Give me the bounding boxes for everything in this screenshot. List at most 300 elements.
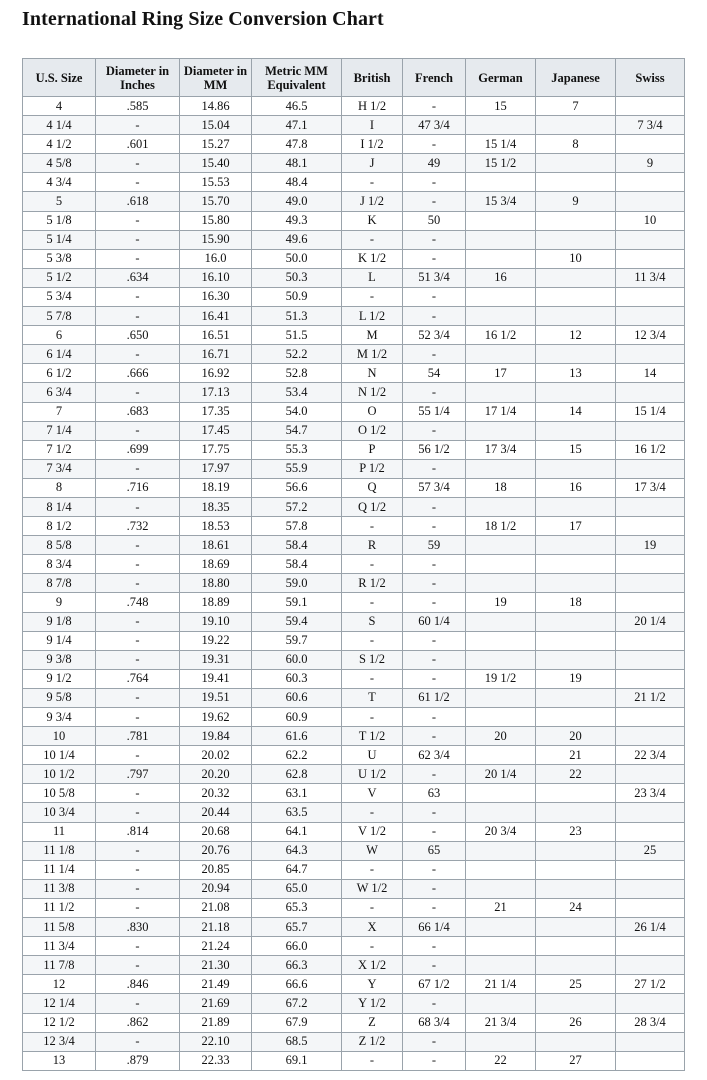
metric-mm-cell: 54.7 (252, 421, 342, 440)
german-cell: 15 1/4 (466, 135, 536, 154)
us-size-cell: 4 1/2 (23, 135, 96, 154)
table-row (23, 97, 685, 116)
french-cell: 57 3/4 (403, 478, 466, 497)
japanese-cell (536, 268, 616, 287)
swiss-cell (616, 879, 685, 898)
table-row (23, 440, 685, 459)
metric-mm-cell: 58.4 (252, 555, 342, 574)
french-cell: - (403, 249, 466, 268)
german-cell: 18 (466, 478, 536, 497)
german-cell (466, 994, 536, 1013)
table-row (23, 307, 685, 326)
diameter-inches-cell: - (96, 898, 180, 917)
swiss-cell (616, 898, 685, 917)
table-body (23, 97, 685, 1071)
us-size-cell: 6 (23, 326, 96, 345)
german-cell (466, 631, 536, 650)
table-row (23, 1032, 685, 1051)
diameter-mm-cell: 16.10 (180, 268, 252, 287)
german-cell (466, 249, 536, 268)
japanese-cell (536, 803, 616, 822)
french-cell: - (403, 421, 466, 440)
japanese-cell (536, 345, 616, 364)
german-cell: 19 (466, 593, 536, 612)
table-row (23, 459, 685, 478)
german-cell: 21 (466, 898, 536, 917)
japanese-cell (536, 918, 616, 937)
british-cell: T 1/2 (342, 727, 403, 746)
japanese-cell (536, 879, 616, 898)
us-size-cell: 8 5/8 (23, 536, 96, 555)
metric-mm-cell: 51.3 (252, 307, 342, 326)
french-cell: - (403, 135, 466, 154)
french-cell: 56 1/2 (403, 440, 466, 459)
japanese-cell (536, 994, 616, 1013)
japanese-cell: 15 (536, 440, 616, 459)
us-size-cell: 7 1/4 (23, 421, 96, 440)
us-size-cell: 9 5/8 (23, 688, 96, 707)
table-row (23, 173, 685, 192)
japanese-cell (536, 536, 616, 555)
diameter-mm-cell: 17.13 (180, 383, 252, 402)
us-size-cell: 6 3/4 (23, 383, 96, 402)
japanese-cell (536, 287, 616, 306)
diameter-mm-cell: 21.89 (180, 1013, 252, 1032)
british-cell: R (342, 536, 403, 555)
japanese-cell: 9 (536, 192, 616, 211)
german-cell (466, 1032, 536, 1051)
german-cell: 17 (466, 364, 536, 383)
us-size-cell: 5 1/4 (23, 230, 96, 249)
swiss-cell (616, 669, 685, 688)
diameter-inches-cell: - (96, 803, 180, 822)
british-cell: - (342, 555, 403, 574)
british-cell: K 1/2 (342, 249, 403, 268)
us-size-cell: 6 1/2 (23, 364, 96, 383)
german-cell (466, 383, 536, 402)
british-cell: V (342, 784, 403, 803)
us-size-cell: 11 (23, 822, 96, 841)
swiss-cell: 16 1/2 (616, 440, 685, 459)
table-row (23, 956, 685, 975)
diameter-inches-cell: - (96, 784, 180, 803)
diameter-inches-cell: - (96, 116, 180, 135)
diameter-mm-cell: 18.61 (180, 536, 252, 555)
us-size-cell: 9 1/2 (23, 669, 96, 688)
swiss-cell (616, 97, 685, 116)
ring-size-table (22, 58, 685, 1071)
swiss-cell (616, 517, 685, 536)
french-cell: 47 3/4 (403, 116, 466, 135)
french-cell: - (403, 860, 466, 879)
metric-mm-cell: 47.8 (252, 135, 342, 154)
swiss-cell: 17 3/4 (616, 478, 685, 497)
diameter-inches-cell: - (96, 173, 180, 192)
diameter-inches-cell: - (96, 383, 180, 402)
table-row (23, 631, 685, 650)
diameter-mm-cell: 20.76 (180, 841, 252, 860)
us-size-cell: 7 (23, 402, 96, 421)
table-row (23, 211, 685, 230)
metric-mm-cell: 55.3 (252, 440, 342, 459)
french-cell: 50 (403, 211, 466, 230)
diameter-mm-cell: 15.53 (180, 173, 252, 192)
us-size-cell: 10 3/4 (23, 803, 96, 822)
french-cell: 54 (403, 364, 466, 383)
diameter-mm-cell: 16.71 (180, 345, 252, 364)
japanese-cell (536, 574, 616, 593)
japanese-cell: 16 (536, 478, 616, 497)
german-cell (466, 918, 536, 937)
table-row (23, 898, 685, 917)
metric-mm-cell: 59.7 (252, 631, 342, 650)
table-row (23, 822, 685, 841)
header-swiss: Swiss (616, 59, 685, 97)
diameter-mm-cell: 21.24 (180, 937, 252, 956)
diameter-mm-cell: 18.53 (180, 517, 252, 536)
japanese-cell (536, 421, 616, 440)
british-cell: Z 1/2 (342, 1032, 403, 1051)
diameter-inches-cell: - (96, 860, 180, 879)
british-cell: Z (342, 1013, 403, 1032)
diameter-inches-cell: .879 (96, 1051, 180, 1070)
us-size-cell: 10 (23, 727, 96, 746)
swiss-cell (616, 994, 685, 1013)
british-cell: J 1/2 (342, 192, 403, 211)
table-row (23, 192, 685, 211)
french-cell: - (403, 994, 466, 1013)
diameter-inches-cell: .764 (96, 669, 180, 688)
german-cell (466, 497, 536, 516)
french-cell: - (403, 459, 466, 478)
metric-mm-cell: 55.9 (252, 459, 342, 478)
us-size-cell: 5 1/8 (23, 211, 96, 230)
british-cell: L 1/2 (342, 307, 403, 326)
japanese-cell: 24 (536, 898, 616, 917)
french-cell: - (403, 497, 466, 516)
diameter-inches-cell: - (96, 536, 180, 555)
metric-mm-cell: 59.1 (252, 593, 342, 612)
swiss-cell (616, 1051, 685, 1070)
french-cell: 49 (403, 154, 466, 173)
diameter-inches-cell: - (96, 956, 180, 975)
metric-mm-cell: 65.3 (252, 898, 342, 917)
japanese-cell (536, 497, 616, 516)
french-cell: - (403, 898, 466, 917)
diameter-inches-cell: - (96, 249, 180, 268)
us-size-cell: 7 1/2 (23, 440, 96, 459)
swiss-cell: 26 1/4 (616, 918, 685, 937)
diameter-mm-cell: 19.84 (180, 727, 252, 746)
diameter-mm-cell: 14.86 (180, 97, 252, 116)
table-row (23, 555, 685, 574)
metric-mm-cell: 65.7 (252, 918, 342, 937)
metric-mm-cell: 48.1 (252, 154, 342, 173)
british-cell: K (342, 211, 403, 230)
swiss-cell (616, 459, 685, 478)
diameter-mm-cell: 22.10 (180, 1032, 252, 1051)
british-cell: - (342, 631, 403, 650)
diameter-inches-cell: .797 (96, 765, 180, 784)
table-row (23, 593, 685, 612)
japanese-cell: 10 (536, 249, 616, 268)
swiss-cell: 25 (616, 841, 685, 860)
diameter-mm-cell: 19.41 (180, 669, 252, 688)
swiss-cell: 14 (616, 364, 685, 383)
french-cell: - (403, 1051, 466, 1070)
german-cell (466, 574, 536, 593)
metric-mm-cell: 57.8 (252, 517, 342, 536)
swiss-cell (616, 497, 685, 516)
british-cell: W 1/2 (342, 879, 403, 898)
swiss-cell (616, 574, 685, 593)
diameter-mm-cell: 18.19 (180, 478, 252, 497)
french-cell: - (403, 727, 466, 746)
diameter-inches-cell: .814 (96, 822, 180, 841)
metric-mm-cell: 52.8 (252, 364, 342, 383)
table-row (23, 364, 685, 383)
british-cell: R 1/2 (342, 574, 403, 593)
us-size-cell: 6 1/4 (23, 345, 96, 364)
british-cell: Q 1/2 (342, 497, 403, 516)
german-cell (466, 459, 536, 478)
swiss-cell: 28 3/4 (616, 1013, 685, 1032)
diameter-inches-cell: .618 (96, 192, 180, 211)
metric-mm-cell: 50.9 (252, 287, 342, 306)
table-row (23, 918, 685, 937)
british-cell: X (342, 918, 403, 937)
table-row (23, 287, 685, 306)
swiss-cell (616, 383, 685, 402)
diameter-mm-cell: 18.69 (180, 555, 252, 574)
metric-mm-cell: 48.4 (252, 173, 342, 192)
diameter-mm-cell: 15.27 (180, 135, 252, 154)
metric-mm-cell: 63.1 (252, 784, 342, 803)
metric-mm-cell: 60.3 (252, 669, 342, 688)
german-cell: 21 3/4 (466, 1013, 536, 1032)
french-cell: - (403, 307, 466, 326)
british-cell: P 1/2 (342, 459, 403, 478)
swiss-cell (616, 593, 685, 612)
british-cell: - (342, 287, 403, 306)
metric-mm-cell: 53.4 (252, 383, 342, 402)
swiss-cell (616, 230, 685, 249)
swiss-cell (616, 307, 685, 326)
swiss-cell (616, 173, 685, 192)
diameter-mm-cell: 20.02 (180, 746, 252, 765)
diameter-inches-cell: - (96, 211, 180, 230)
diameter-mm-cell: 18.35 (180, 497, 252, 516)
diameter-inches-cell: .585 (96, 97, 180, 116)
us-size-cell: 13 (23, 1051, 96, 1070)
swiss-cell: 21 1/2 (616, 688, 685, 707)
british-cell: - (342, 803, 403, 822)
german-cell (466, 345, 536, 364)
french-cell: - (403, 173, 466, 192)
british-cell: N (342, 364, 403, 383)
swiss-cell (616, 1032, 685, 1051)
french-cell: - (403, 879, 466, 898)
french-cell: - (403, 555, 466, 574)
diameter-inches-cell: - (96, 154, 180, 173)
us-size-cell: 5 3/8 (23, 249, 96, 268)
diameter-mm-cell: 22.33 (180, 1051, 252, 1070)
french-cell: - (403, 937, 466, 956)
table-row (23, 975, 685, 994)
diameter-inches-cell: - (96, 574, 180, 593)
diameter-mm-cell: 16.30 (180, 287, 252, 306)
diameter-mm-cell: 17.45 (180, 421, 252, 440)
french-cell: - (403, 287, 466, 306)
table-row (23, 612, 685, 631)
german-cell: 17 1/4 (466, 402, 536, 421)
swiss-cell (616, 345, 685, 364)
diameter-inches-cell: - (96, 421, 180, 440)
metric-mm-cell: 58.4 (252, 536, 342, 555)
german-cell (466, 211, 536, 230)
british-cell: M 1/2 (342, 345, 403, 364)
us-size-cell: 5 7/8 (23, 307, 96, 326)
metric-mm-cell: 52.2 (252, 345, 342, 364)
japanese-cell (536, 173, 616, 192)
german-cell (466, 173, 536, 192)
french-cell: 52 3/4 (403, 326, 466, 345)
us-size-cell: 4 (23, 97, 96, 116)
us-size-cell: 7 3/4 (23, 459, 96, 478)
german-cell (466, 287, 536, 306)
diameter-mm-cell: 20.68 (180, 822, 252, 841)
swiss-cell: 22 3/4 (616, 746, 685, 765)
french-cell: - (403, 1032, 466, 1051)
swiss-cell (616, 249, 685, 268)
us-size-cell: 11 3/8 (23, 879, 96, 898)
diameter-mm-cell: 16.92 (180, 364, 252, 383)
header-us-size: U.S. Size (23, 59, 96, 97)
french-cell: - (403, 803, 466, 822)
diameter-mm-cell: 19.51 (180, 688, 252, 707)
french-cell: - (403, 192, 466, 211)
japanese-cell (536, 230, 616, 249)
japanese-cell (536, 1032, 616, 1051)
us-size-cell: 11 7/8 (23, 956, 96, 975)
diameter-mm-cell: 16.0 (180, 249, 252, 268)
french-cell: 63 (403, 784, 466, 803)
us-size-cell: 8 (23, 478, 96, 497)
diameter-mm-cell: 21.30 (180, 956, 252, 975)
diameter-mm-cell: 21.08 (180, 898, 252, 917)
diameter-inches-cell: .862 (96, 1013, 180, 1032)
japanese-cell (536, 841, 616, 860)
japanese-cell (536, 307, 616, 326)
british-cell: - (342, 898, 403, 917)
table-row (23, 135, 685, 154)
diameter-inches-cell: - (96, 459, 180, 478)
diameter-mm-cell: 17.97 (180, 459, 252, 478)
german-cell (466, 536, 536, 555)
german-cell (466, 841, 536, 860)
french-cell: - (403, 517, 466, 536)
us-size-cell: 5 (23, 192, 96, 211)
swiss-cell (616, 937, 685, 956)
swiss-cell: 20 1/4 (616, 612, 685, 631)
metric-mm-cell: 62.2 (252, 746, 342, 765)
diameter-mm-cell: 17.35 (180, 402, 252, 421)
metric-mm-cell: 50.0 (252, 249, 342, 268)
metric-mm-cell: 65.0 (252, 879, 342, 898)
diameter-inches-cell: .634 (96, 268, 180, 287)
table-row (23, 268, 685, 287)
table-row (23, 860, 685, 879)
french-cell: - (403, 956, 466, 975)
french-cell: 51 3/4 (403, 268, 466, 287)
german-cell (466, 612, 536, 631)
diameter-inches-cell: .781 (96, 727, 180, 746)
diameter-inches-cell: - (96, 937, 180, 956)
german-cell: 18 1/2 (466, 517, 536, 536)
french-cell: 65 (403, 841, 466, 860)
japanese-cell: 23 (536, 822, 616, 841)
diameter-inches-cell: - (96, 708, 180, 727)
british-cell: O (342, 402, 403, 421)
british-cell: I 1/2 (342, 135, 403, 154)
us-size-cell: 9 (23, 593, 96, 612)
japanese-cell: 19 (536, 669, 616, 688)
us-size-cell: 9 1/8 (23, 612, 96, 631)
swiss-cell: 11 3/4 (616, 268, 685, 287)
ring-size-table-wrapper (22, 58, 685, 1071)
us-size-cell: 12 (23, 975, 96, 994)
german-cell: 22 (466, 1051, 536, 1070)
german-cell: 20 3/4 (466, 822, 536, 841)
diameter-inches-cell: - (96, 1032, 180, 1051)
diameter-mm-cell: 20.44 (180, 803, 252, 822)
swiss-cell (616, 860, 685, 879)
german-cell: 20 1/4 (466, 765, 536, 784)
metric-mm-cell: 62.8 (252, 765, 342, 784)
japanese-cell: 7 (536, 97, 616, 116)
diameter-mm-cell: 18.80 (180, 574, 252, 593)
us-size-cell: 9 1/4 (23, 631, 96, 650)
metric-mm-cell: 67.2 (252, 994, 342, 1013)
diameter-mm-cell: 15.80 (180, 211, 252, 230)
diameter-mm-cell: 19.31 (180, 650, 252, 669)
us-size-cell: 9 3/8 (23, 650, 96, 669)
diameter-mm-cell: 19.22 (180, 631, 252, 650)
diameter-inches-cell: - (96, 650, 180, 669)
header-japanese: Japanese (536, 59, 616, 97)
us-size-cell: 10 1/4 (23, 746, 96, 765)
british-cell: V 1/2 (342, 822, 403, 841)
japanese-cell (536, 708, 616, 727)
french-cell: - (403, 669, 466, 688)
french-cell: 66 1/4 (403, 918, 466, 937)
diameter-mm-cell: 18.89 (180, 593, 252, 612)
header-french: French (403, 59, 466, 97)
german-cell (466, 116, 536, 135)
japanese-cell (536, 116, 616, 135)
german-cell (466, 803, 536, 822)
british-cell: W (342, 841, 403, 860)
table-row (23, 708, 685, 727)
diameter-mm-cell: 16.41 (180, 307, 252, 326)
us-size-cell: 12 3/4 (23, 1032, 96, 1051)
us-size-cell: 11 1/4 (23, 860, 96, 879)
diameter-inches-cell: .830 (96, 918, 180, 937)
metric-mm-cell: 56.6 (252, 478, 342, 497)
metric-mm-cell: 64.3 (252, 841, 342, 860)
german-cell: 15 1/2 (466, 154, 536, 173)
table-row (23, 574, 685, 593)
